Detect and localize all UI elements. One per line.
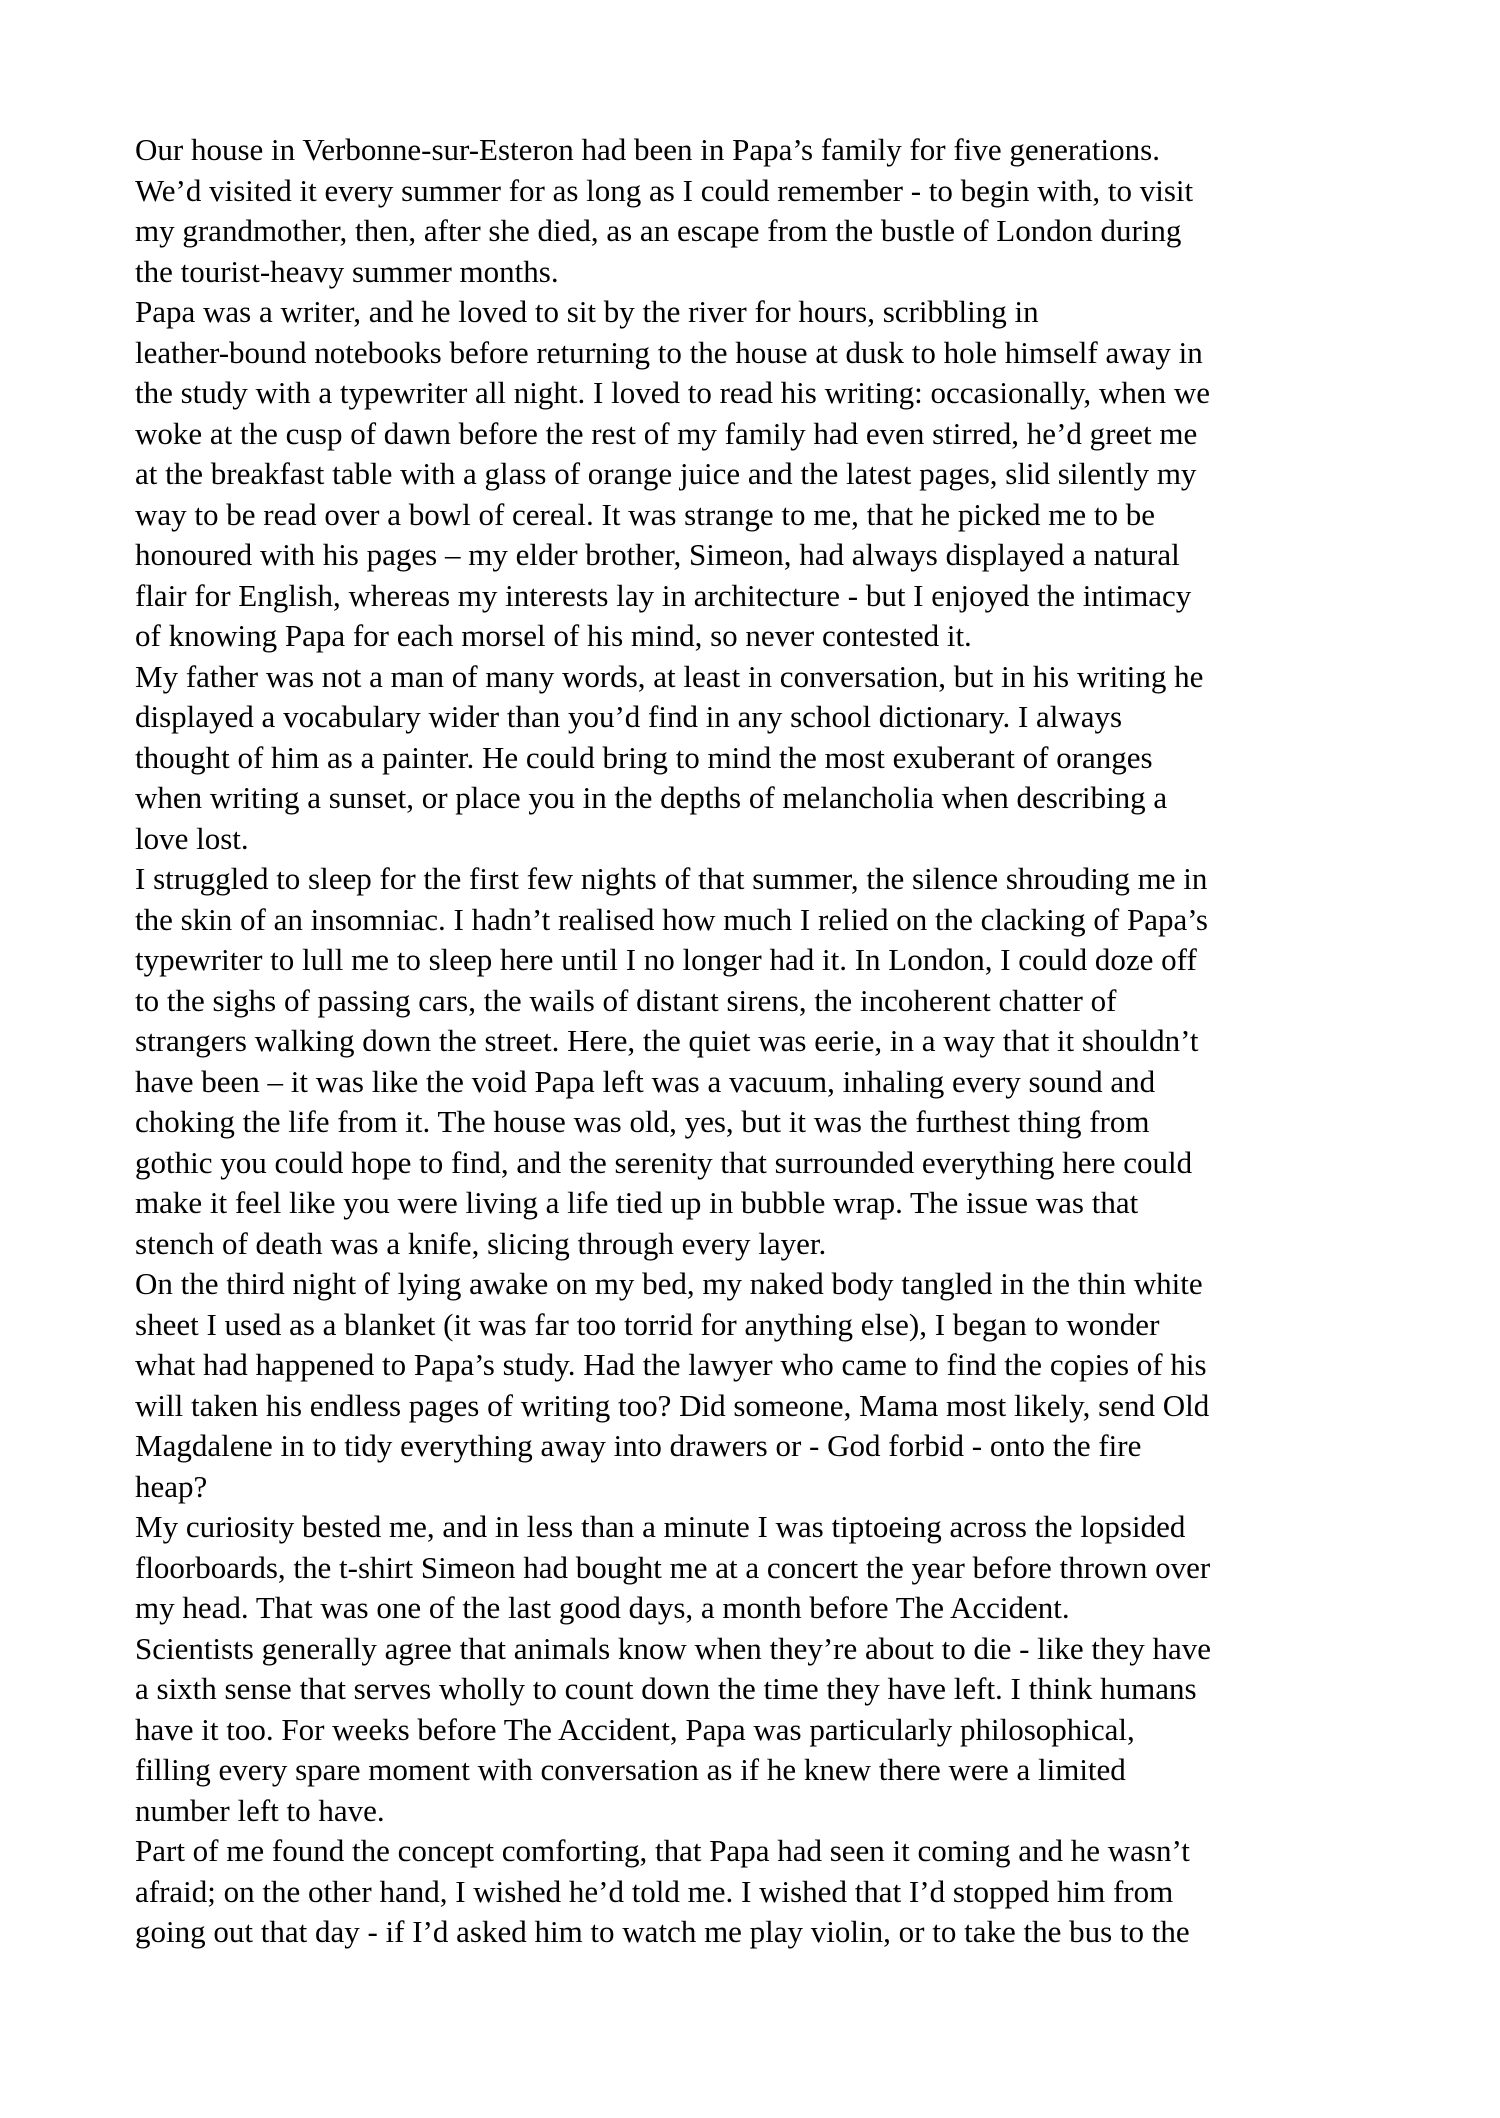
text-line: going out that day - if I’d asked him to watch me play violin, or to take the bus to the bbox=[135, 1914, 1190, 1949]
paragraph bbox=[135, 657, 1465, 860]
text-line: We’d visited it every summer for as long as I could remember - to begin with, to visit bbox=[135, 172, 1194, 208]
text-line: a sixth sense that serves wholly to count down the time they have left. I think humans bbox=[135, 1671, 1197, 1706]
text-line: heap? bbox=[135, 1468, 208, 1504]
text-line: sheet I used as a blanket (it was far too torrid for anything else), I began to wonder bbox=[135, 1306, 1160, 1342]
text-line: Papa was a writer, and he loved to sit by the river for hours, scribbling in bbox=[135, 294, 1039, 329]
text-line: stench of death was a knife, slicing through every layer. bbox=[135, 1225, 827, 1261]
text-line: the tourist-heavy summer months. bbox=[135, 253, 559, 289]
document-text bbox=[135, 130, 1465, 1953]
text-line: at the breakfast table with a glass of orange juice and the latest pages, slid silently my bbox=[135, 456, 1197, 491]
text-line: Part of me found the concept comforting, that Papa had seen it coming and he wasn’t bbox=[135, 1833, 1190, 1868]
text-line: My father was not a man of many words, at least in conversation, but in his writing he bbox=[135, 658, 1204, 694]
text-line: the skin of an insomniac. I hadn’t realised how much I relied on the clacking of Papa’s bbox=[135, 901, 1208, 937]
text-line: what had happened to Papa’s study. Had the lawyer who came to find the copies of his bbox=[135, 1347, 1207, 1382]
text-line: thought of him as a painter. He could bring to mind the most exuberant of oranges bbox=[135, 739, 1153, 775]
text-line: woke at the cusp of dawn before the rest of my family had even stirred, he’d greet me bbox=[135, 415, 1198, 451]
text-line: floorboards, the t-shirt Simeon had bought me at a concert the year before thrown over bbox=[135, 1549, 1211, 1585]
text-line: strangers walking down the street. Here, the quiet was eerie, in a way that it shouldn’t bbox=[135, 1023, 1199, 1058]
text-line: Scientists generally agree that animals know when they’re about to die - like they have bbox=[135, 1630, 1212, 1666]
paragraph bbox=[135, 859, 1465, 1264]
text-line: flair for English, whereas my interests lay in architecture - but I enjoyed the intimacy bbox=[135, 577, 1192, 613]
text-line: have it too. For weeks before The Accident, Papa was particularly philosophical, bbox=[135, 1711, 1135, 1747]
paragraph bbox=[135, 1507, 1465, 1629]
text-line: typewriter to lull me to sleep here until I no longer had it. In London, I could doze off bbox=[135, 942, 1197, 977]
text-line: My curiosity bested me, and in less than a minute I was tiptoeing across the lopsided bbox=[135, 1509, 1186, 1544]
text-line: On the third night of lying awake on my bed, my naked body tangled in the thin white bbox=[135, 1266, 1203, 1301]
text-line: gothic you could hope to find, and the serenity that surrounded everything here could bbox=[135, 1144, 1193, 1180]
text-line: leather-bound notebooks before returning to the house at dusk to hole himself away in bbox=[135, 334, 1203, 370]
text-line: afraid; on the other hand, I wished he’d told me. I wished that I’d stopped him from bbox=[135, 1873, 1174, 1909]
text-line: displayed a vocabulary wider than you’d find in any school dictionary. I always bbox=[135, 699, 1123, 734]
text-line: honoured with his pages – my elder brother, Simeon, had always displayed a natural bbox=[135, 537, 1180, 572]
text-line: when writing a sunset, or place you in the depths of melancholia when describing a bbox=[135, 780, 1168, 815]
text-line: love lost. bbox=[135, 820, 249, 856]
text-line: have been – it was like the void Papa left was a vacuum, inhaling every sound and bbox=[135, 1063, 1156, 1099]
text-line: Our house in Verbonne-sur-Esteron had been in Papa’s family for five generations. bbox=[135, 132, 1160, 167]
paragraph bbox=[135, 1264, 1465, 1507]
paragraph bbox=[135, 292, 1465, 657]
text-line: to the sighs of passing cars, the wails of distant sirens, the incoherent chatter of bbox=[135, 982, 1117, 1018]
paragraph bbox=[135, 130, 1465, 292]
text-line: will taken his endless pages of writing too? Did someone, Mama most likely, send Old bbox=[135, 1387, 1210, 1423]
paragraph bbox=[135, 1831, 1465, 1953]
text-line: of knowing Papa for each morsel of his mind, so never contested it. bbox=[135, 618, 972, 653]
text-line: I struggled to sleep for the first few nights of that summer, the silence shrouding me in bbox=[135, 861, 1208, 896]
text-line: my grandmother, then, after she died, as an escape from the bustle of London during bbox=[135, 213, 1182, 248]
text-line: the study with a typewriter all night. I loved to read his writing: occasionally, when we bbox=[135, 375, 1210, 410]
text-line: Magdalene in to tidy everything away into drawers or - God forbid - onto the fire bbox=[135, 1428, 1142, 1463]
text-line: number left to have. bbox=[135, 1792, 385, 1828]
text-line: choking the life from it. The house was old, yes, but it was the furthest thing from bbox=[135, 1104, 1150, 1139]
text-line: my head. That was one of the last good days, a month before The Accident. bbox=[135, 1590, 1070, 1625]
text-line: filling every spare moment with conversation as if he knew there were a limited bbox=[135, 1752, 1126, 1787]
text-line: make it feel like you were living a life tied up in bubble wrap. The issue was that bbox=[135, 1185, 1139, 1220]
paragraph bbox=[135, 1629, 1465, 1832]
text-line: way to be read over a bowl of cereal. It was strange to me, that he picked me to be bbox=[135, 496, 1156, 532]
